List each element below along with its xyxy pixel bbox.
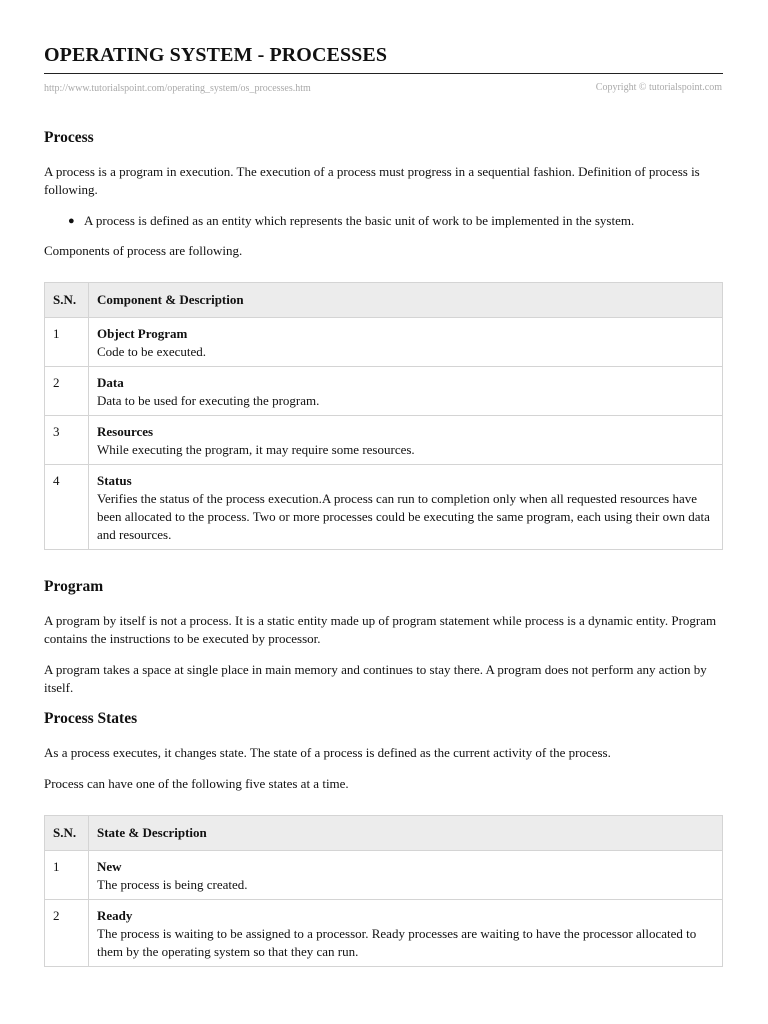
column-header-description: State & Description: [89, 816, 723, 851]
component-name: Status: [97, 473, 132, 488]
state-description: The process is being created.: [97, 877, 248, 892]
section-heading-program: Program: [44, 578, 104, 595]
title-divider: [44, 73, 723, 74]
copyright-notice: Copyright © tutorialspoint.com: [595, 82, 722, 93]
row-content: [89, 367, 723, 416]
component-name: Data: [97, 375, 124, 390]
row-content: [89, 900, 723, 967]
page-title: OPERATING SYSTEM - PROCESSES: [44, 44, 388, 66]
components-table: [44, 282, 723, 550]
table-row: [45, 851, 723, 900]
row-sn: 1: [45, 851, 89, 900]
table-row: [45, 465, 723, 550]
component-description: Data to be used for executing the program.: [97, 393, 320, 408]
program-paragraph-2: A program takes a space at single place in main memory and continues to stay there. A program does not perform any action by itself.: [44, 662, 707, 695]
states-paragraph-2: Process can have one of the following five states at a time.: [44, 776, 349, 791]
source-url[interactable]: http://www.tutorialspoint.com/operating_system/os_processes.htm: [44, 83, 311, 94]
column-header-sn: S.N.: [45, 816, 89, 851]
column-header-description: Component & Description: [89, 283, 723, 318]
row-content: [89, 465, 723, 550]
column-header-sn: S.N.: [45, 283, 89, 318]
process-definition-list: [44, 212, 723, 230]
state-description: The process is waiting to be assigned to a processor. Ready processes are waiting to have the processor allocated to them by the operating system so that they can run.: [97, 926, 697, 959]
process-intro: A process is a program in execution. The execution of a process must progress in a sequential fashion. Definition of process is following.: [44, 164, 700, 197]
table-row: [45, 416, 723, 465]
row-sn: 1: [45, 318, 89, 367]
state-name: New: [97, 859, 122, 874]
program-paragraph-1: A program by itself is not a process. It is a static entity made up of program statement while process is a dynamic entity. Program contains the instructions to be executed by processor.: [44, 613, 717, 646]
states-table: [44, 815, 723, 967]
table-row: [45, 318, 723, 367]
states-paragraph-1: As a process executes, it changes state. The state of a process is defined as the current activity of the process.: [44, 745, 611, 760]
bullet-icon: ●: [68, 215, 75, 227]
row-sn: 4: [45, 465, 89, 550]
components-intro: Components of process are following.: [44, 243, 243, 258]
section-heading-process: Process: [44, 129, 94, 146]
state-name: Ready: [97, 908, 133, 923]
row-content: [89, 416, 723, 465]
component-description: Code to be executed.: [97, 344, 207, 359]
table-row: [45, 900, 723, 967]
component-name: Resources: [97, 424, 154, 439]
component-description: While executing the program, it may require some resources.: [97, 442, 415, 457]
row-sn: 2: [45, 900, 89, 967]
row-content: [89, 318, 723, 367]
list-item: [68, 212, 723, 230]
table-header-row: [45, 283, 723, 318]
section-heading-process-states: Process States: [44, 710, 138, 727]
row-sn: 3: [45, 416, 89, 465]
component-name: Object Program: [97, 326, 188, 341]
row-sn: 2: [45, 367, 89, 416]
row-content: [89, 851, 723, 900]
table-row: [45, 367, 723, 416]
document-content: [44, 125, 723, 995]
table-header-row: [45, 816, 723, 851]
component-description: Verifies the status of the process execution.A process can run to completion only when all requested resources have been allocated to the process. Two or more processes could be executing the same program, each using their own data and resources.: [97, 491, 710, 542]
list-item-text: A process is defined as an entity which represents the basic unit of work to be implemented in the system.: [84, 213, 635, 228]
